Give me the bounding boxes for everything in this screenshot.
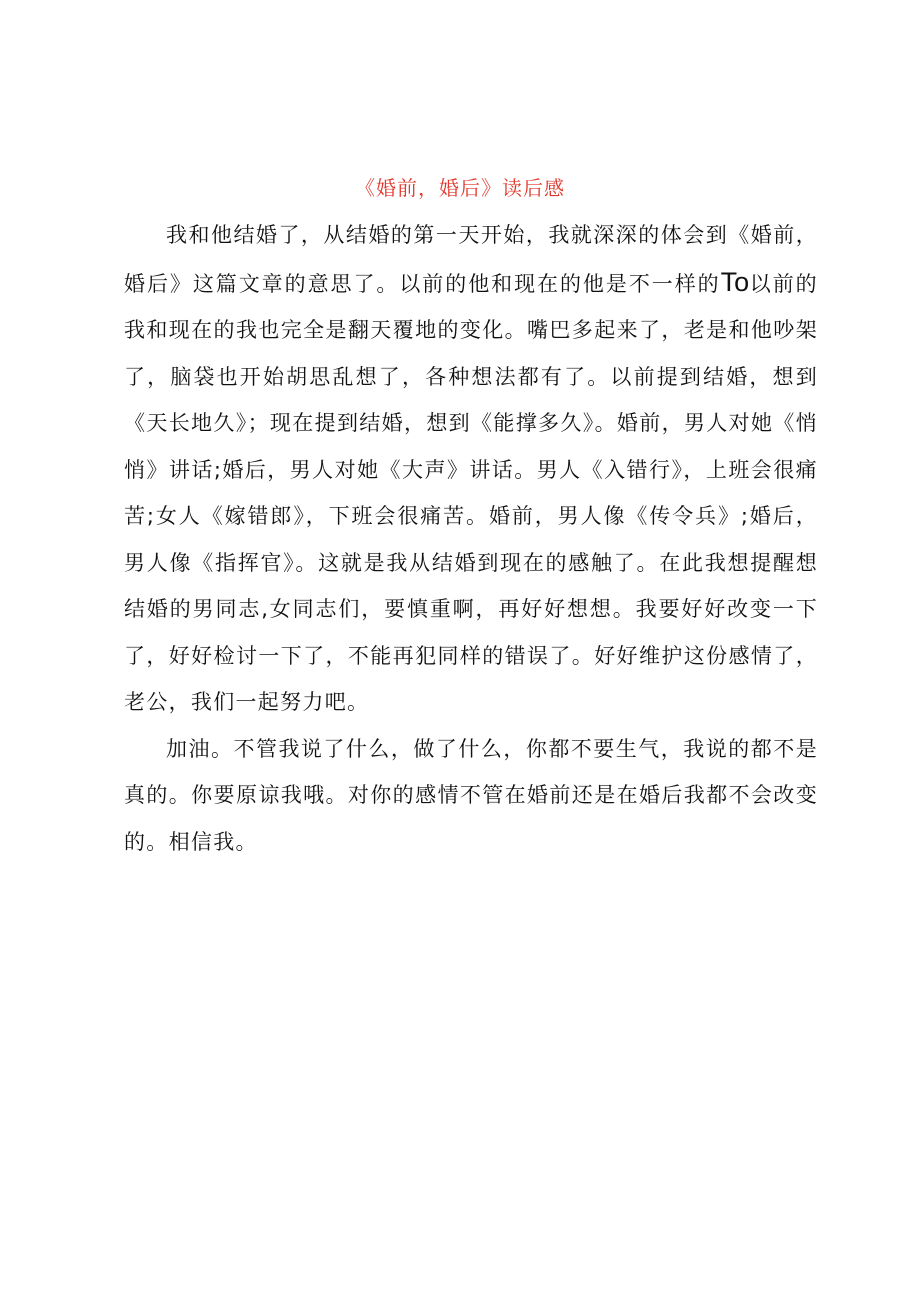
- paragraph-2: 加油。不管我说了什么，做了什么，你都不要生气，我说的都不是真的。你要原谅我哦。对你的感情不管在婚前还是在婚后我都不会改变的。相信我。: [124, 736, 818, 854]
- paragraph-1-text-after: 以前的我和现在的我也完全是翻天覆地的变化。嘴巴多起来了，老是和他吵架了，脑袋也开始胡思乱想了，各种想法都有了。以前提到结婚，想到《天长地久》；现在提到结婚，想到《能撑多久》。婚前，男人对她《悄悄》讲话;婚后，男人对她《大声》讲话。男人《入错行》，上班会很痛苦;女人《嫁错郎》，下班会很痛苦。婚前，男人像《传令兵》;婚后，男人像《指挥官》。这就是我从结婚到现在的感触了。在此我想提醒想结婚的男同志,女同志们，要慎重啊，再好好想想。我要好好改变一下了，好好检讨一下了，不能再犯同样的错误了。好好维护这份感情了，老公，我们一起努力吧。: [124, 271, 818, 714]
- paragraph-1-emphasis: To: [720, 266, 750, 297]
- document-body: [124, 212, 818, 865]
- paragraph-1: [124, 212, 818, 726]
- document-title: 《婚前，婚后》读后感: [355, 176, 565, 200]
- paragraph-1-text-before: 我和他结婚了，从结婚的第一天开始，我就深深的体会到《婚前，婚后》这篇文章的意思了。以前的他和现在的他是不一样的: [124, 223, 818, 296]
